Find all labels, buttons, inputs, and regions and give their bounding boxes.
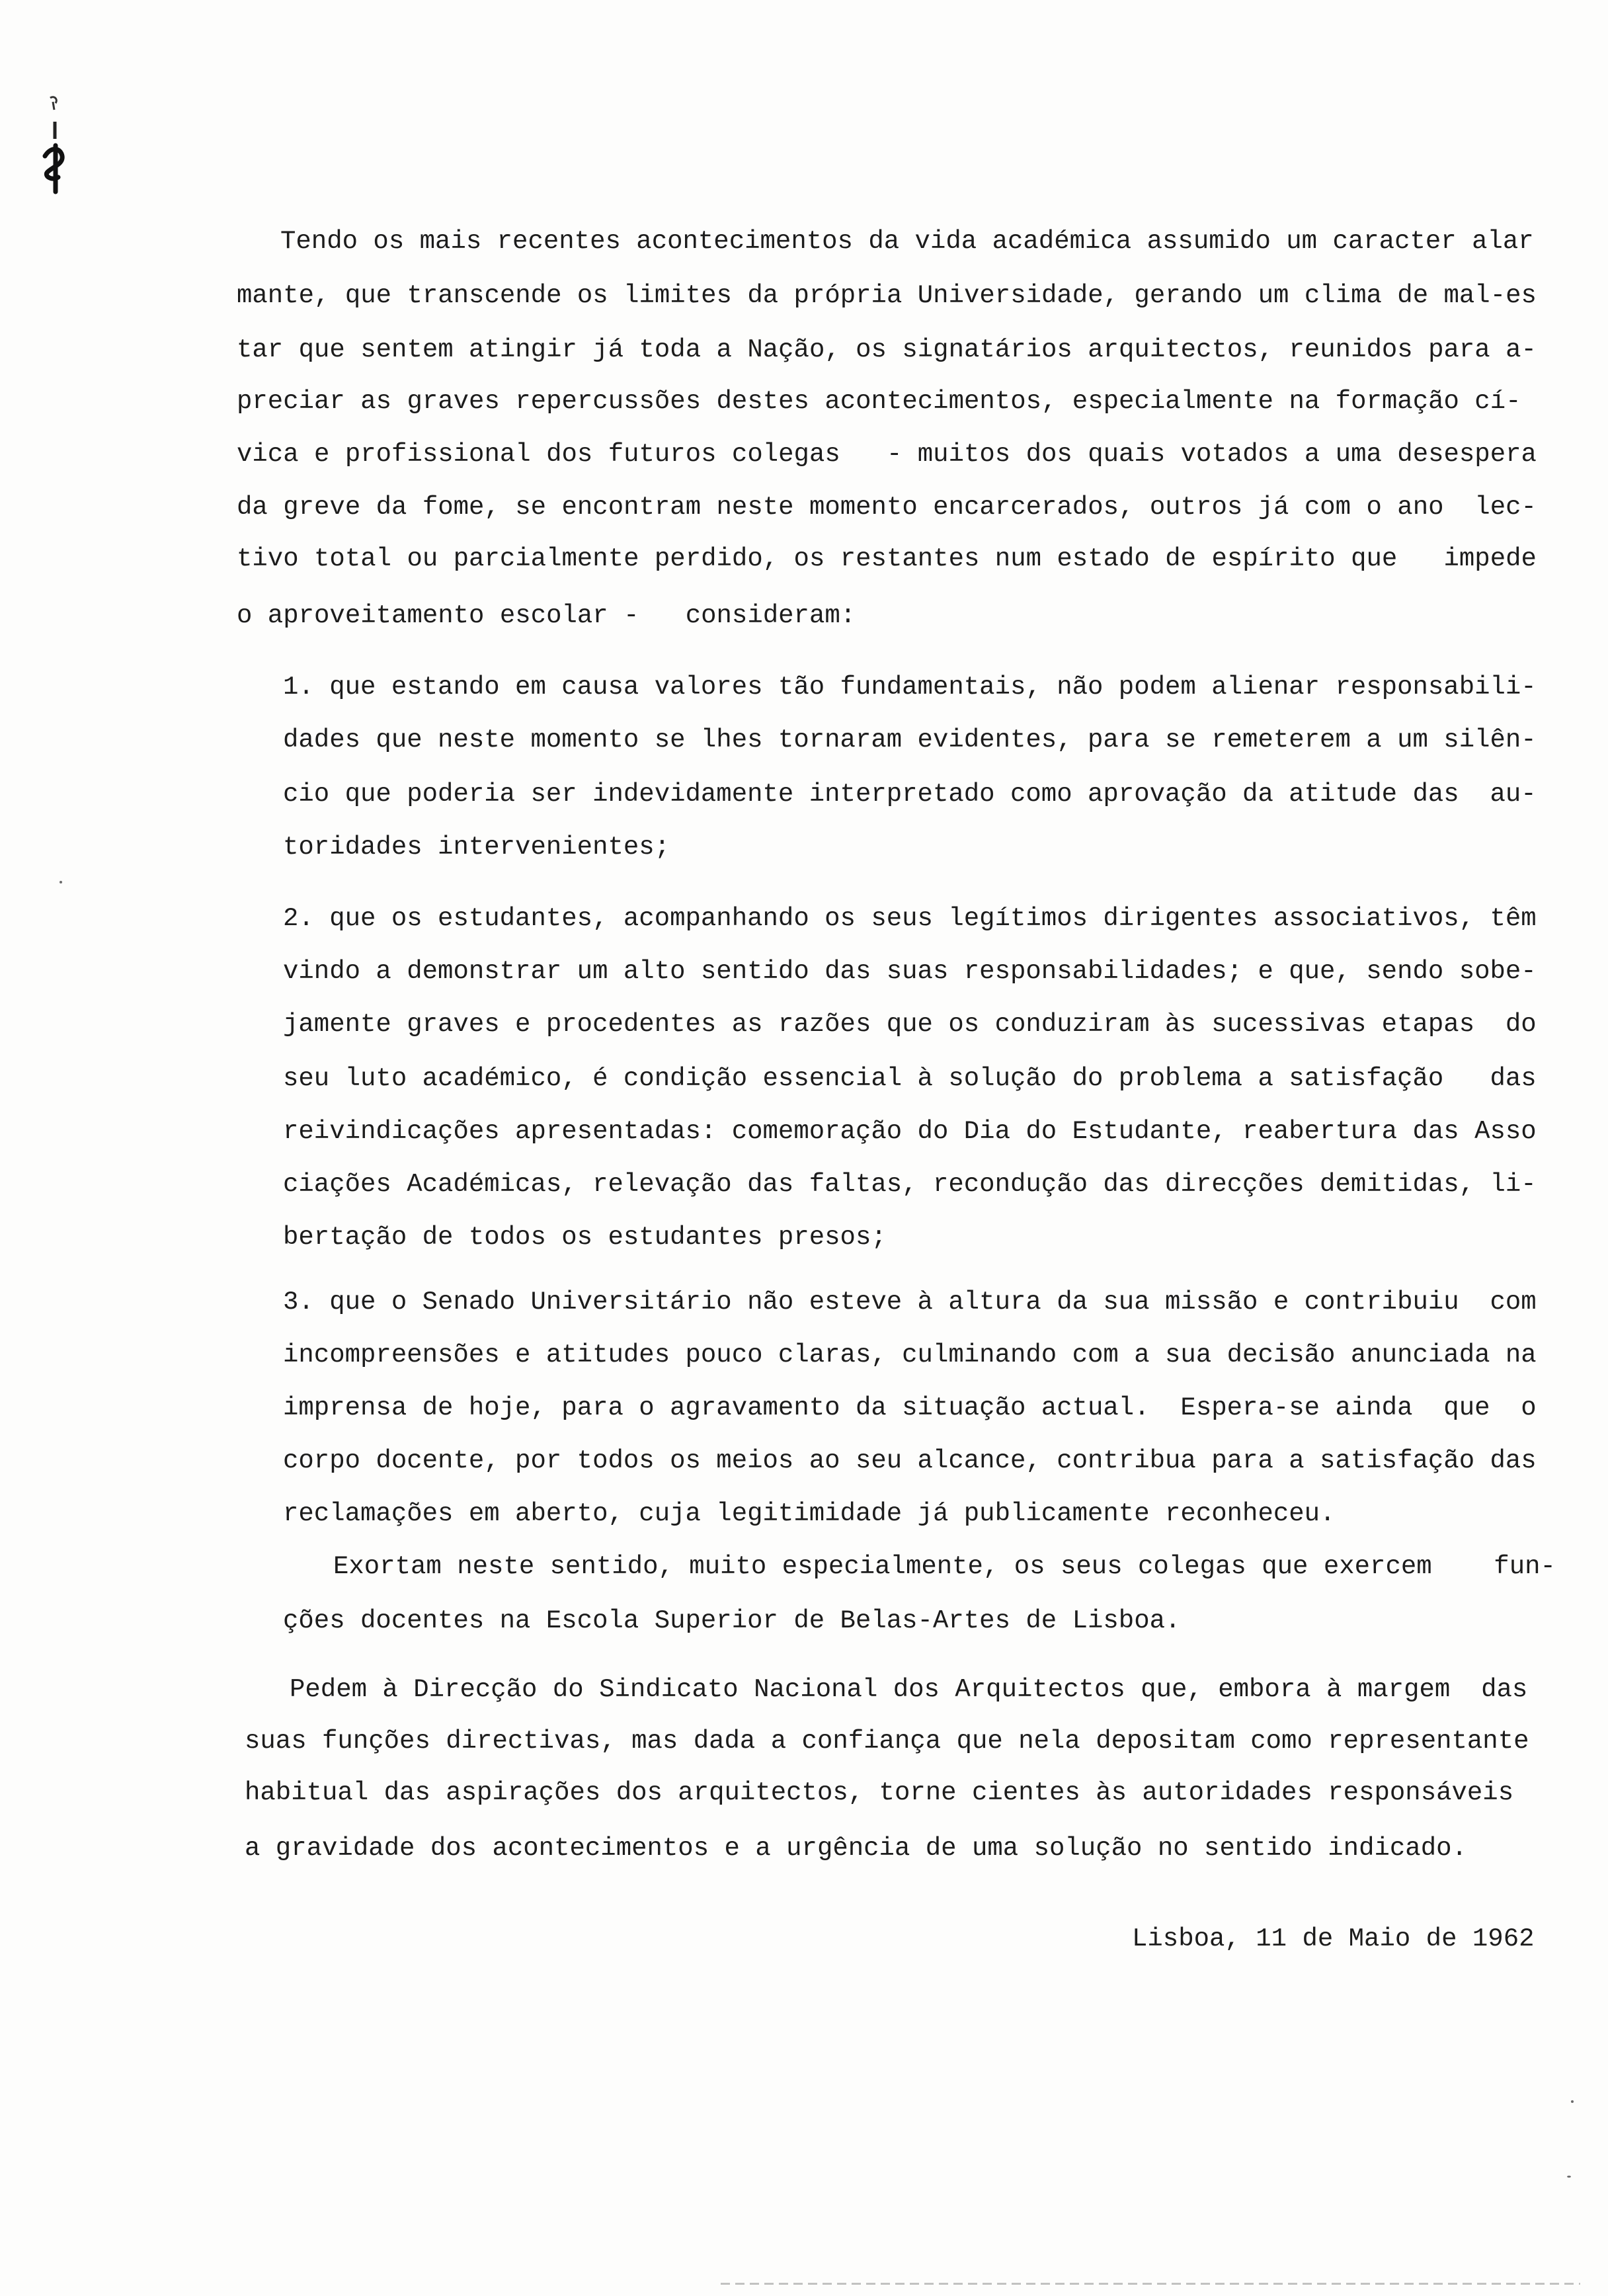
exhort-line: ções docentes na Escola Superior de Belas-Artes de Lisboa. bbox=[283, 1606, 1181, 1635]
scan-speck bbox=[60, 881, 62, 883]
point-2-line: seu luto académico, é condição essencial à solução do problema a satisfação das bbox=[283, 1064, 1537, 1093]
point-1-line: 1. que estando em causa valores tão fundamentais, não podem alienar responsabili- bbox=[283, 673, 1537, 702]
point-3-line: corpo docente, por todos os meios ao seu alcance, contribua para a satisfação das bbox=[283, 1446, 1537, 1475]
exhort-line: Exortam neste sentido, muito especialmente, os seus colegas que exercem fun- bbox=[333, 1552, 1556, 1581]
point-2-line: jamente graves e procedentes as razões que os conduziram às sucessivas etapas do bbox=[283, 1010, 1537, 1039]
request-line: a gravidade dos acontecimentos e a urgência de uma solução no sentido indicado. bbox=[245, 1834, 1467, 1863]
intro-line: vica e profissional dos futuros colegas - muitos dos quais votados a uma desespera bbox=[237, 440, 1537, 469]
point-2-line: reivindicações apresentadas: comemoração do Dia do Estudante, reabertura das Asso bbox=[283, 1117, 1537, 1146]
document-date: Lisboa, 11 de Maio de 1962 bbox=[1132, 1924, 1535, 1953]
intro-line: tar que sentem atingir já toda a Nação, os signatários arquitectos, reunidos para a- bbox=[237, 335, 1537, 364]
intro-line: tivo total ou parcialmente perdido, os restantes num estado de espírito que impede bbox=[237, 544, 1537, 573]
handwritten-margin-mark bbox=[38, 93, 71, 198]
intro-line: preciar as graves repercussões destes acontecimentos, especialmente na formação cí- bbox=[237, 387, 1521, 416]
point-1-line: dades que neste momento se lhes tornaram evidentes, para se remeterem a um silên- bbox=[283, 725, 1537, 755]
request-line: habitual das aspirações dos arquitectos, torne cientes às autoridades responsáveis bbox=[245, 1778, 1514, 1807]
scan-speck bbox=[1571, 2100, 1574, 2103]
request-line: Pedem à Direcção do Sindicato Nacional dos Arquitectos que, embora à margem das bbox=[290, 1675, 1528, 1704]
point-2-line: vindo a demonstrar um alto sentido das suas responsabilidades; e que, sendo sobe- bbox=[283, 957, 1537, 986]
intro-line: Tendo os mais recentes acontecimentos da vida académica assumido um caracter alar bbox=[280, 227, 1534, 256]
point-2-line: bertação de todos os estudantes presos; bbox=[283, 1223, 887, 1252]
scan-speck bbox=[1567, 2176, 1571, 2178]
point-3-line: 3. que o Senado Universitário não esteve à altura da sua missão e contribuiu com bbox=[283, 1288, 1537, 1317]
request-line: suas funções directivas, mas dada a confiança que nela depositam como representante bbox=[245, 1727, 1529, 1756]
point-3-line: imprensa de hoje, para o agravamento da situação actual. Espera-se ainda que o bbox=[283, 1393, 1537, 1422]
intro-line: o aproveitamento escolar - consideram: bbox=[237, 601, 856, 630]
point-2-line: ciações Académicas, relevação das faltas, recondução das direcções demitidas, li- bbox=[283, 1170, 1537, 1199]
point-3-line: incompreensões e atitudes pouco claras, culminando com a sua decisão anunciada na bbox=[283, 1340, 1537, 1370]
scan-edge-artifact bbox=[721, 2283, 1580, 2285]
intro-line: mante, que transcende os limites da própria Universidade, gerando um clima de mal-es bbox=[237, 281, 1537, 310]
point-1-line: toridades intervenientes; bbox=[283, 833, 670, 862]
point-3-line: reclamações em aberto, cuja legitimidade já publicamente reconheceu. bbox=[283, 1499, 1336, 1528]
point-2-line: 2. que os estudantes, acompanhando os seus legítimos dirigentes associativos, têm bbox=[283, 904, 1537, 933]
point-1-line: cio que poderia ser indevidamente interpretado como aprovação da atitude das au- bbox=[283, 780, 1537, 809]
intro-line: da greve da fome, se encontram neste momento encarcerados, outros já com o ano lec- bbox=[237, 493, 1537, 522]
